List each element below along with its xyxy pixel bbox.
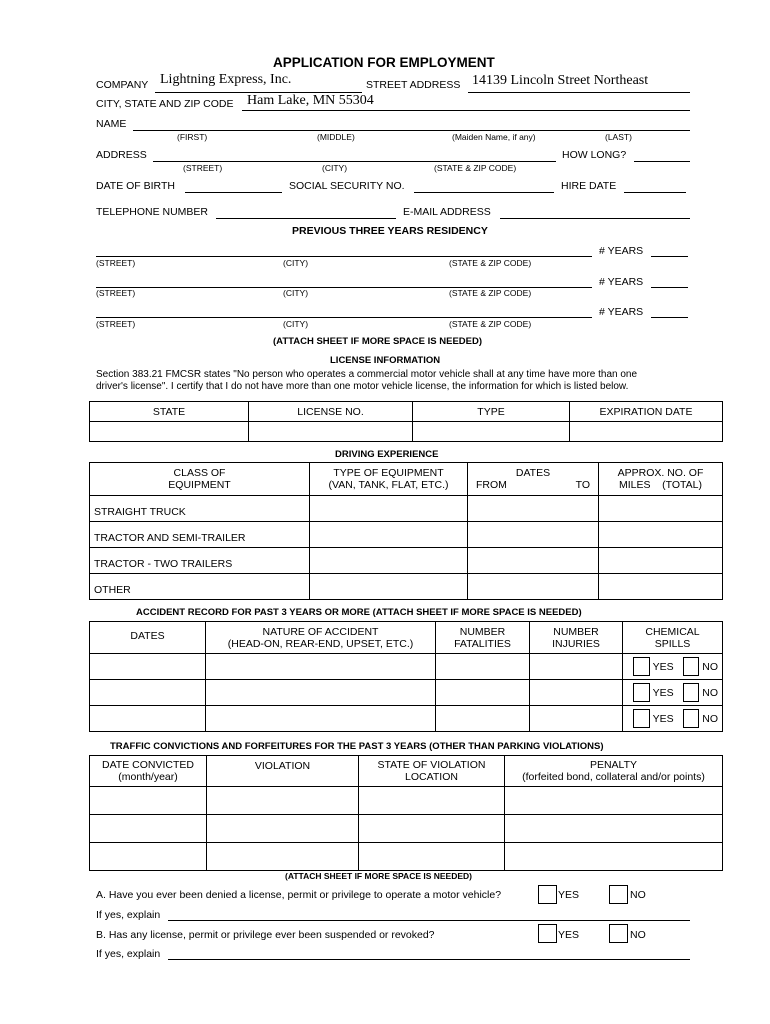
accident-cell[interactable] — [90, 706, 206, 732]
traffic-cell[interactable] — [505, 815, 723, 843]
name-middle-sublabel: (MIDDLE) — [317, 132, 355, 142]
accident-cell[interactable] — [436, 680, 530, 706]
driving-cell[interactable] — [599, 496, 723, 522]
telephone-label: TELEPHONE NUMBER — [96, 206, 209, 218]
license-header-type: TYPE — [413, 402, 570, 422]
name-maiden-sublabel: (Maiden Name, if any) — [452, 132, 536, 142]
accident-header-nature — [206, 622, 436, 654]
driving-header-miles-line-1: APPROX. NO. OF — [617, 467, 704, 479]
driving-header-miles-line-2: MILES (TOTAL) — [618, 479, 703, 491]
residency-3-state-zip-sublabel: (STATE & ZIP CODE) — [449, 319, 532, 329]
accident-header-spills — [623, 622, 723, 654]
address-state-zip-sublabel: (STATE & ZIP CODE) — [434, 163, 517, 173]
driving-header-class — [90, 463, 310, 496]
traffic-cell[interactable] — [359, 815, 505, 843]
driving-cell[interactable] — [310, 574, 468, 600]
name-field-line[interactable] — [133, 130, 690, 131]
driving-cell[interactable] — [468, 574, 599, 600]
license-header-expiration: EXPIRATION DATE — [570, 402, 723, 422]
telephone-field-line[interactable] — [216, 218, 396, 219]
question-b-yes-checkbox[interactable] — [538, 924, 557, 943]
question-b-no-checkbox[interactable] — [609, 924, 628, 943]
accident-header-fatalities-line-2: FATALITIES — [454, 637, 511, 650]
driving-cell[interactable] — [468, 548, 599, 574]
driving-cell[interactable] — [468, 522, 599, 548]
traffic-header-violation: VIOLATION — [207, 756, 359, 787]
driving-header-type — [310, 463, 468, 496]
driving-cell[interactable] — [599, 574, 723, 600]
accident-header-dates: DATES — [90, 622, 206, 654]
traffic-header-date — [90, 756, 207, 787]
traffic-cell[interactable] — [90, 787, 207, 815]
address-street-sublabel: (STREET) — [183, 163, 223, 173]
driving-header-dates-label: DATES — [515, 467, 551, 479]
accident-header-injuries — [530, 622, 623, 654]
accident-cell[interactable] — [90, 654, 206, 680]
driving-row-tractor-semi: TRACTOR AND SEMI-TRAILER — [90, 522, 310, 548]
license-table — [89, 401, 723, 442]
question-a-no-label: NO — [630, 889, 646, 901]
residency-1-years-label: # YEARS — [599, 245, 644, 257]
accident-header-fatalities — [436, 622, 530, 654]
company-value[interactable]: Lightning Express, Inc. — [160, 72, 292, 87]
accident-heading: ACCIDENT RECORD FOR PAST 3 YEARS OR MORE (ATTACH SHEET IF MORE SPACE IS NEEDED) — [136, 607, 582, 618]
traffic-table — [89, 755, 723, 871]
dob-label: DATE OF BIRTH — [96, 180, 175, 192]
spills-no-checkbox[interactable] — [683, 683, 700, 702]
spills-yes-label: YES — [652, 660, 674, 673]
spills-yes-label: YES — [652, 712, 674, 725]
name-last-sublabel: (LAST) — [605, 132, 632, 142]
spills-yes-label: YES — [652, 686, 674, 699]
residency-3-city-sublabel: (CITY) — [283, 319, 309, 329]
driving-cell[interactable] — [599, 548, 723, 574]
dob-field-line[interactable] — [185, 192, 282, 193]
license-number-cell[interactable] — [249, 422, 413, 442]
name-first-sublabel: (FIRST) — [177, 132, 208, 142]
accident-cell[interactable] — [436, 706, 530, 732]
residency-1-years-line[interactable] — [651, 256, 688, 257]
company-label: COMPANY — [96, 79, 149, 91]
chemical-spills-cell — [623, 680, 723, 706]
question-a-yes-label: YES — [558, 889, 580, 901]
spills-no-checkbox[interactable] — [683, 709, 700, 728]
driving-row-other: OTHER — [90, 574, 310, 600]
residency-1-line[interactable] — [96, 256, 592, 257]
chemical-spills-cell — [623, 654, 723, 680]
spills-no-label: NO — [702, 712, 718, 725]
driving-experience-table — [89, 462, 723, 600]
driving-header-type-line-1: TYPE OF EQUIPMENT — [333, 467, 444, 479]
driving-row-tractor-two-trailers: TRACTOR - TWO TRAILERS — [90, 548, 310, 574]
driving-row-straight-truck: STRAIGHT TRUCK — [90, 496, 310, 522]
license-text-line-2: driver's license". I certify that I do not have more than one motor vehicle license, the information for which is listed below. — [96, 381, 629, 392]
question-b-explain-label: If yes, explain — [96, 948, 161, 960]
hire-date-field-line[interactable] — [624, 192, 686, 193]
ssn-label: SOCIAL SECURITY NO. — [289, 180, 405, 192]
email-label: E-MAIL ADDRESS — [403, 206, 491, 218]
license-heading: LICENSE INFORMATION — [330, 355, 441, 366]
street-address-field-line[interactable] — [468, 92, 690, 93]
accident-header-injuries-line-2: INJURIES — [552, 637, 600, 650]
question-b-no-label: NO — [630, 929, 646, 941]
chemical-spills-cell — [623, 706, 723, 732]
traffic-cell[interactable] — [207, 815, 359, 843]
driving-header-miles — [599, 463, 723, 496]
accident-header-nature-line-2: (HEAD-ON, REAR-END, UPSET, ETC.) — [227, 637, 414, 650]
license-expiration-cell[interactable] — [570, 422, 723, 442]
accident-header-injuries-line-1: NUMBER — [553, 625, 599, 638]
question-a-no-checkbox[interactable] — [609, 885, 628, 904]
address-label: ADDRESS — [96, 149, 147, 161]
accident-cell[interactable] — [436, 654, 530, 680]
residency-2-street-sublabel: (STREET) — [96, 288, 136, 298]
question-a-yes-checkbox[interactable] — [538, 885, 557, 904]
how-long-field-line[interactable] — [634, 161, 690, 162]
address-city-sublabel: (CITY) — [322, 163, 348, 173]
attach-sheet-note-2: (ATTACH SHEET IF MORE SPACE IS NEEDED) — [285, 871, 473, 881]
accident-cell[interactable] — [530, 706, 623, 732]
traffic-header-state — [359, 756, 505, 787]
license-header-license-no: LICENSE NO. — [249, 402, 413, 422]
traffic-heading: TRAFFIC CONVICTIONS AND FORFEITURES FOR THE PAST 3 YEARS (OTHER THAN PARKING VIOLATIONS) — [110, 741, 604, 752]
traffic-cell[interactable] — [505, 787, 723, 815]
question-b-explain-line[interactable] — [168, 959, 690, 960]
accident-cell[interactable] — [530, 654, 623, 680]
question-a-text: A. Have you ever been denied a license, permit or privilege to operate a motor vehicle? — [96, 889, 502, 901]
spills-no-checkbox[interactable] — [683, 657, 700, 676]
spills-yes-checkbox[interactable] — [633, 657, 650, 676]
traffic-header-date-line-1: DATE CONVICTED — [102, 759, 194, 771]
email-field-line[interactable] — [500, 218, 690, 219]
hire-date-label: HIRE DATE — [561, 180, 617, 192]
name-label: NAME — [96, 118, 127, 130]
traffic-header-state-line-1: STATE OF VIOLATION — [377, 759, 486, 771]
street-address-value[interactable]: 14139 Lincoln Street Northeast — [472, 73, 649, 88]
driving-cell[interactable] — [599, 522, 723, 548]
accident-table — [89, 621, 723, 732]
driving-header-from: FROM — [476, 479, 507, 491]
previous-residency-heading: PREVIOUS THREE YEARS RESIDENCY — [292, 225, 488, 237]
driving-experience-heading: DRIVING EXPERIENCE — [335, 449, 439, 460]
question-a-explain-line[interactable] — [168, 920, 690, 921]
traffic-cell[interactable] — [359, 787, 505, 815]
question-a-explain-label: If yes, explain — [96, 909, 161, 921]
residency-2-city-sublabel: (CITY) — [283, 288, 309, 298]
address-field-line[interactable] — [153, 161, 556, 162]
driving-header-dates — [468, 463, 599, 496]
ssn-field-line[interactable] — [414, 192, 554, 193]
traffic-cell[interactable] — [90, 843, 207, 871]
driving-header-to: TO — [575, 479, 590, 491]
residency-2-years-label: # YEARS — [599, 276, 644, 288]
driving-cell[interactable] — [310, 548, 468, 574]
city-state-zip-field-line[interactable] — [242, 110, 690, 111]
spills-yes-checkbox[interactable] — [633, 683, 650, 702]
driving-header-class-line-2: EQUIPMENT — [168, 479, 231, 491]
residency-3-line[interactable] — [96, 317, 592, 318]
accident-cell[interactable] — [206, 680, 436, 706]
how-long-label: HOW LONG? — [562, 149, 627, 161]
accident-header-fatalities-line-1: NUMBER — [459, 625, 506, 638]
residency-3-street-sublabel: (STREET) — [96, 319, 136, 329]
traffic-header-state-line-2: LOCATION — [405, 771, 458, 783]
driving-cell[interactable] — [468, 496, 599, 522]
form-title: APPLICATION FOR EMPLOYMENT — [273, 55, 495, 70]
traffic-header-date-line-2: (month/year) — [118, 771, 178, 783]
residency-3-years-line[interactable] — [651, 317, 688, 318]
driving-header-class-line-1: CLASS OF — [173, 467, 226, 479]
traffic-header-penalty-line-1: PENALTY — [589, 759, 638, 771]
spills-yes-checkbox[interactable] — [633, 709, 650, 728]
residency-3-years-label: # YEARS — [599, 306, 644, 318]
accident-cell[interactable] — [206, 706, 436, 732]
license-type-cell[interactable] — [413, 422, 570, 442]
attach-sheet-note: (ATTACH SHEET IF MORE SPACE IS NEEDED) — [273, 336, 483, 347]
residency-1-state-zip-sublabel: (STATE & ZIP CODE) — [449, 258, 532, 268]
accident-header-nature-line-1: NATURE OF ACCIDENT — [262, 625, 379, 638]
traffic-header-penalty — [505, 756, 723, 787]
question-b-yes-label: YES — [558, 929, 580, 941]
driving-cell[interactable] — [310, 522, 468, 548]
spills-no-label: NO — [702, 660, 718, 673]
residency-1-city-sublabel: (CITY) — [283, 258, 309, 268]
traffic-cell[interactable] — [207, 843, 359, 871]
city-state-zip-value[interactable]: Ham Lake, MN 55304 — [247, 93, 374, 108]
traffic-cell[interactable] — [359, 843, 505, 871]
spills-no-label: NO — [702, 686, 718, 699]
license-header-state: STATE — [90, 402, 249, 422]
residency-1-street-sublabel: (STREET) — [96, 258, 136, 268]
residency-2-years-line[interactable] — [651, 287, 688, 288]
traffic-cell[interactable] — [90, 815, 207, 843]
driving-header-type-line-2: (VAN, TANK, FLAT, ETC.) — [328, 479, 449, 491]
license-state-cell[interactable] — [90, 422, 249, 442]
city-state-zip-label: CITY, STATE AND ZIP CODE — [96, 98, 234, 110]
traffic-cell[interactable] — [505, 843, 723, 871]
driving-cell[interactable] — [310, 496, 468, 522]
traffic-cell[interactable] — [207, 787, 359, 815]
street-address-label: STREET ADDRESS — [366, 79, 461, 91]
accident-header-spills-line-2: SPILLS — [654, 637, 691, 650]
traffic-header-penalty-line-2: (forfeited bond, collateral and/or points) — [522, 771, 705, 783]
license-text-line-1: Section 383.21 FMCSR states "No person who operates a commercial motor vehicle shall at any time have more than one — [96, 369, 638, 380]
accident-cell[interactable] — [90, 680, 206, 706]
accident-header-spills-line-1: CHEMICAL — [645, 625, 700, 638]
accident-cell[interactable] — [206, 654, 436, 680]
residency-2-state-zip-sublabel: (STATE & ZIP CODE) — [449, 288, 532, 298]
question-b-text: B. Has any license, permit or privilege ever been suspended or revoked? — [96, 929, 435, 941]
accident-cell[interactable] — [530, 680, 623, 706]
